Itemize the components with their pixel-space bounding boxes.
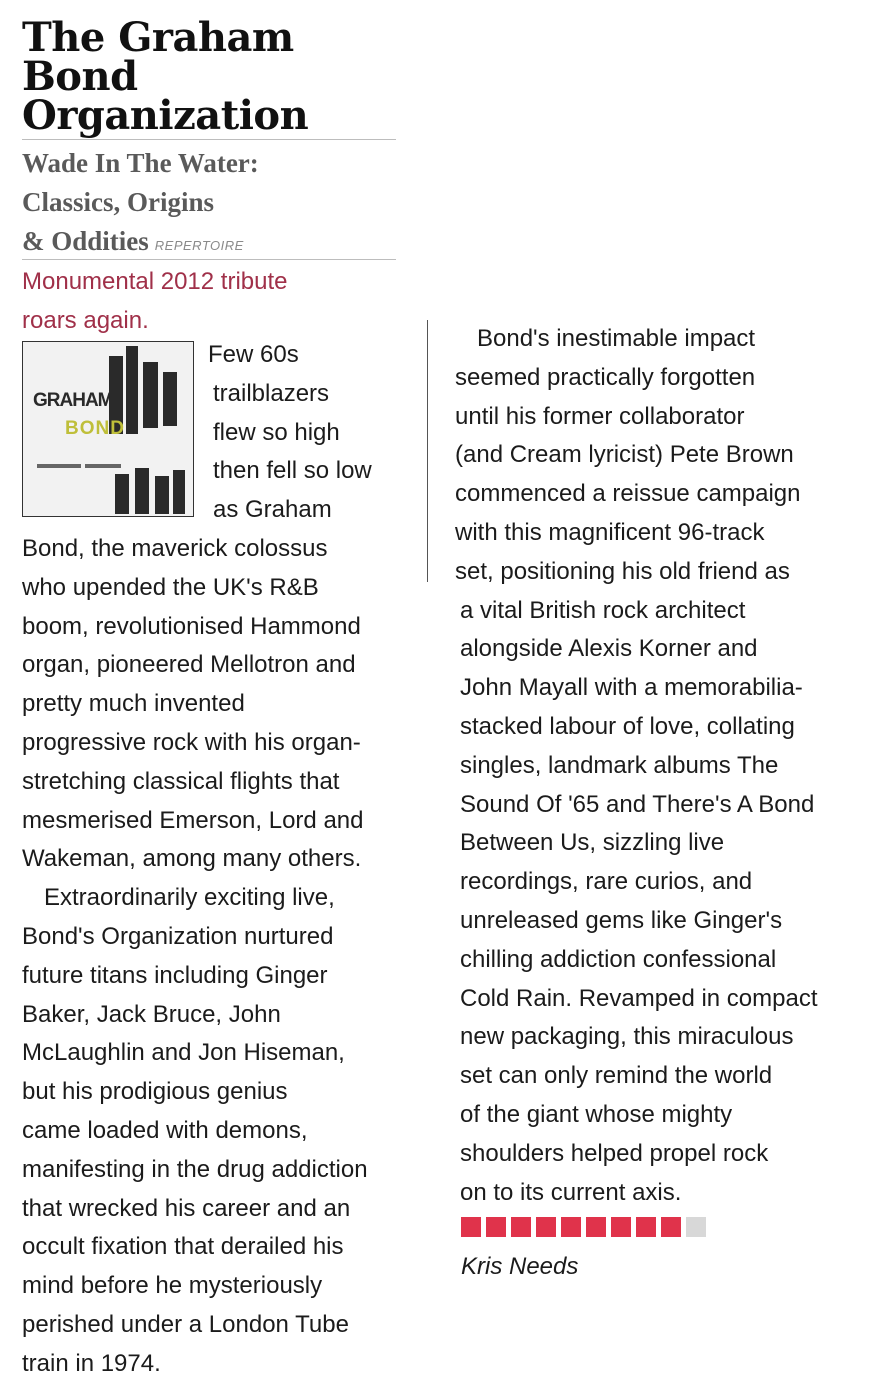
body-line: occult fixation that derailed his [22, 1233, 344, 1261]
body-line: seemed practically forgotten [455, 363, 756, 391]
rating-square-filled [536, 1217, 556, 1237]
body-line: McLaughlin and Jon Hiseman, [22, 1039, 345, 1067]
album-cover [22, 341, 194, 517]
body-line: then fell so low [213, 457, 372, 485]
body-line: a vital British rock architect [460, 596, 746, 624]
body-line: John Mayall with a memorabilia- [460, 674, 803, 702]
cover-word-graham: GRAHAM [33, 390, 113, 411]
tagline-line: roars again. [22, 307, 149, 334]
body-line: new packaging, this miraculous [460, 1023, 794, 1051]
body-line: Wakeman, among many others. [22, 845, 362, 873]
tagline [22, 262, 402, 340]
album-title-line: Classics, Origins [22, 187, 215, 217]
body-line: unreleased gems like Ginger's [460, 906, 783, 934]
cover-word-bond: BOND [65, 418, 125, 439]
body-line: boom, revolutionised Hammond [22, 612, 361, 640]
subtitle-divider [22, 259, 396, 260]
star-rating [461, 1217, 721, 1239]
body-line: trailblazers [213, 379, 330, 407]
album-title-line: Wade In The Water: [22, 148, 259, 178]
rating-square-filled [661, 1217, 681, 1237]
body-line: recordings, rare curios, and [460, 868, 753, 896]
review-body-left [22, 530, 368, 1384]
rating-square-filled [461, 1217, 481, 1237]
rating-square-filled [586, 1217, 606, 1237]
rating-square-filled [561, 1217, 581, 1237]
rating-square-empty [686, 1217, 706, 1237]
body-line: Between Us, sizzling live [460, 829, 725, 857]
body-line: stretching classical flights that [22, 767, 340, 795]
body-line: Cold Rain. Revamped in compact [460, 984, 818, 1012]
rating-square-filled [511, 1217, 531, 1237]
body-line: who upended the UK's R&B [22, 573, 319, 601]
body-line: that wrecked his career and an [22, 1194, 351, 1222]
body-line: Bond's Organization nurtured [22, 922, 334, 950]
body-line: manifesting in the drug addiction [22, 1155, 368, 1183]
body-line: on to its current axis. [460, 1178, 682, 1206]
body-line: organ, pioneered Mellotron and [22, 651, 356, 679]
body-line: set, positioning his old friend as [455, 557, 790, 585]
album-title [22, 144, 402, 265]
body-line: (and Cream lyricist) Pete Brown [455, 441, 794, 469]
body-line: commenced a reissue campaign [455, 480, 801, 508]
body-line: but his prodigious genius [22, 1078, 288, 1106]
body-line: as Graham [213, 496, 332, 524]
body-line: until his former collaborator [455, 402, 745, 430]
body-line: Bond, the maverick colossus [22, 535, 328, 562]
column-divider [427, 320, 428, 582]
body-line: chilling addiction confessional [460, 945, 777, 973]
body-line: Baker, Jack Bruce, John [22, 1000, 281, 1028]
body-line: stacked labour of love, collating [460, 712, 795, 740]
body-line: pretty much invented [22, 690, 245, 718]
review-body-intro [208, 336, 372, 530]
body-line: came loaded with demons, [22, 1116, 308, 1144]
rating-square-filled [486, 1217, 506, 1237]
body-line: Bond's inestimable impact [477, 325, 756, 352]
body-line: future titans including Ginger [22, 961, 328, 989]
body-line: progressive rock with his organ- [22, 728, 361, 756]
body-line: of the giant whose mighty [460, 1100, 733, 1128]
body-line: Few 60s [208, 341, 299, 368]
body-line: shoulders helped propel rock [460, 1139, 769, 1167]
review-author: Kris Needs [461, 1253, 579, 1280]
body-line: alongside Alexis Korner and [460, 635, 758, 663]
tagline-line: Monumental 2012 tribute [22, 268, 288, 295]
review-body-right [455, 320, 818, 1212]
body-line: Extraordinarily exciting live, [44, 884, 335, 912]
album-title-line: & Oddities REPERTOIRE [22, 226, 244, 256]
body-line: flew so high [213, 418, 340, 446]
rating-square-filled [611, 1217, 631, 1237]
rating-square-filled [636, 1217, 656, 1237]
body-line: mesmerised Emerson, Lord and [22, 806, 364, 834]
body-line: mind before he mysteriously [22, 1272, 323, 1300]
body-line: set can only remind the world [460, 1062, 773, 1090]
record-label: REPERTOIRE [154, 238, 244, 253]
body-line: with this magnificent 96-track [455, 518, 765, 546]
body-line: Sound Of '65 and There's A Bond [460, 790, 815, 818]
title-divider [22, 139, 396, 140]
body-line: train in 1974. [22, 1349, 161, 1377]
body-line: singles, landmark albums The [460, 751, 779, 779]
body-line: perished under a London Tube [22, 1310, 349, 1338]
artist-name: The Graham Bond Organization [22, 14, 309, 139]
